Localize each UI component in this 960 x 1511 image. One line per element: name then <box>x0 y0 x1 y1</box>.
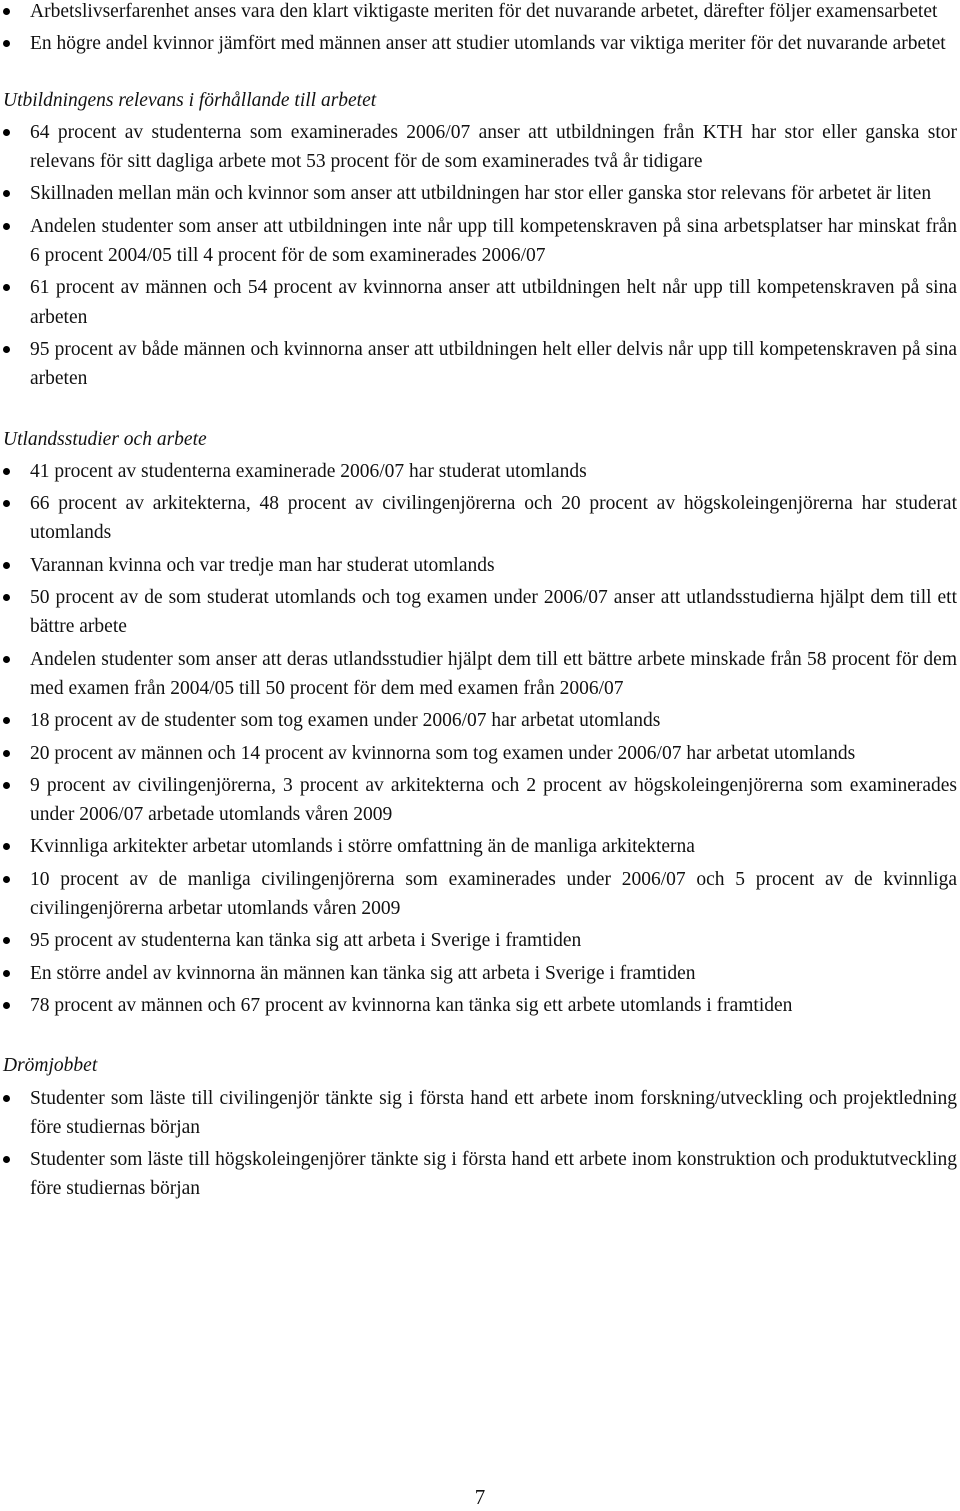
list-item: 18 procent av de studenter som tog examen under 2006/07 har arbetat utomlands <box>3 706 957 735</box>
relevans-bullet-list <box>3 118 957 394</box>
list-item: Studenter som läste till högskoleingenjörer tänkte sig i första hand ett arbete inom konstruktion och produktutveckling före studiernas början <box>3 1145 957 1204</box>
list-item: 10 procent av de manliga civilingenjörerna som examinerades under 2006/07 och 5 procent av de kvinnliga civilingenjörerna arbetar utomlands våren 2009 <box>3 865 957 924</box>
dromjobbet-bullet-list <box>3 1084 957 1204</box>
list-item: Varannan kvinna och var tredje man har studerat utomlands <box>3 551 957 580</box>
list-item: 50 procent av de som studerat utomlands och tog examen under 2006/07 anser att utlandsstudierna hjälpt dem till ett bättre arbete <box>3 583 957 642</box>
list-item: 9 procent av civilingenjörerna, 3 procent av arkitekterna och 2 procent av högskoleingenjörerna som examinerades under 2006/07 arbetade utomlands våren 2009 <box>3 771 957 830</box>
intro-bullet-list <box>3 0 957 59</box>
list-item: Kvinnliga arkitekter arbetar utomlands i större omfattning än de manliga arkitekterna <box>3 832 957 861</box>
list-item: 95 procent av både männen och kvinnorna anser att utbildningen helt eller delvis når upp till kompetenskraven på sina arbeten <box>3 335 957 394</box>
list-item: 61 procent av männen och 54 procent av kvinnorna anser att utbildningen helt når upp till kompetenskraven på sina arbeten <box>3 273 957 332</box>
list-item: 66 procent av arkitekterna, 48 procent av civilingenjörerna och 20 procent av högskoleingenjörerna har studerat utomlands <box>3 489 957 548</box>
list-item: Skillnaden mellan män och kvinnor som anser att utbildningen har stor eller ganska stor relevans för arbetet är liten <box>3 179 957 208</box>
list-item: 78 procent av männen och 67 procent av kvinnorna kan tänka sig ett arbete utomlands i framtiden <box>3 991 957 1020</box>
list-item: En större andel av kvinnorna än männen kan tänka sig att arbeta i Sverige i framtiden <box>3 959 957 988</box>
list-item: Andelen studenter som anser att deras utlandsstudier hjälpt dem till ett bättre arbete minskade från 58 procent för dem med examen från 2004/05 till 50 procent för dem med examen från 2006/07 <box>3 645 957 704</box>
list-item: Arbetslivserfarenhet anses vara den klart viktigaste meriten för det nuvarande arbetet, därefter följer examensarbetet <box>3 0 957 26</box>
list-item: 64 procent av studenterna som examinerades 2006/07 anser att utbildningen från KTH har stor eller ganska stor relevans för sitt dagliga arbete mot 53 procent för de som examinerades två år tidigare <box>3 118 957 177</box>
list-item: 95 procent av studenterna kan tänka sig att arbeta i Sverige i framtiden <box>3 926 957 955</box>
page-number: 7 <box>474 1485 486 1509</box>
section-heading-dromjobbet: Drömjobbet <box>3 1055 98 1077</box>
list-item: Andelen studenter som anser att utbildningen inte når upp till kompetenskraven på sina arbetsplatser har minskat från 6 procent 2004/05 till 4 procent för de som examinerades 2006/07 <box>3 212 957 271</box>
list-item: 20 procent av männen och 14 procent av kvinnorna som tog examen under 2006/07 har arbetat utomlands <box>3 739 957 768</box>
utlandsstudier-bullet-list <box>3 457 957 1020</box>
list-item: 41 procent av studenterna examinerade 2006/07 har studerat utomlands <box>3 457 957 486</box>
section-heading-relevans: Utbildningens relevans i förhållande till arbetet <box>3 89 377 111</box>
list-item: Studenter som läste till civilingenjör tänkte sig i första hand ett arbete inom forskning/utveckling och projektledning före studiernas början <box>3 1084 957 1143</box>
section-heading-utlandsstudier: Utlandsstudier och arbete <box>3 428 207 450</box>
page-content <box>3 0 957 1207</box>
list-item: En högre andel kvinnor jämfört med männen anser att studier utomlands var viktiga meriter för det nuvarande arbetet <box>3 29 957 58</box>
